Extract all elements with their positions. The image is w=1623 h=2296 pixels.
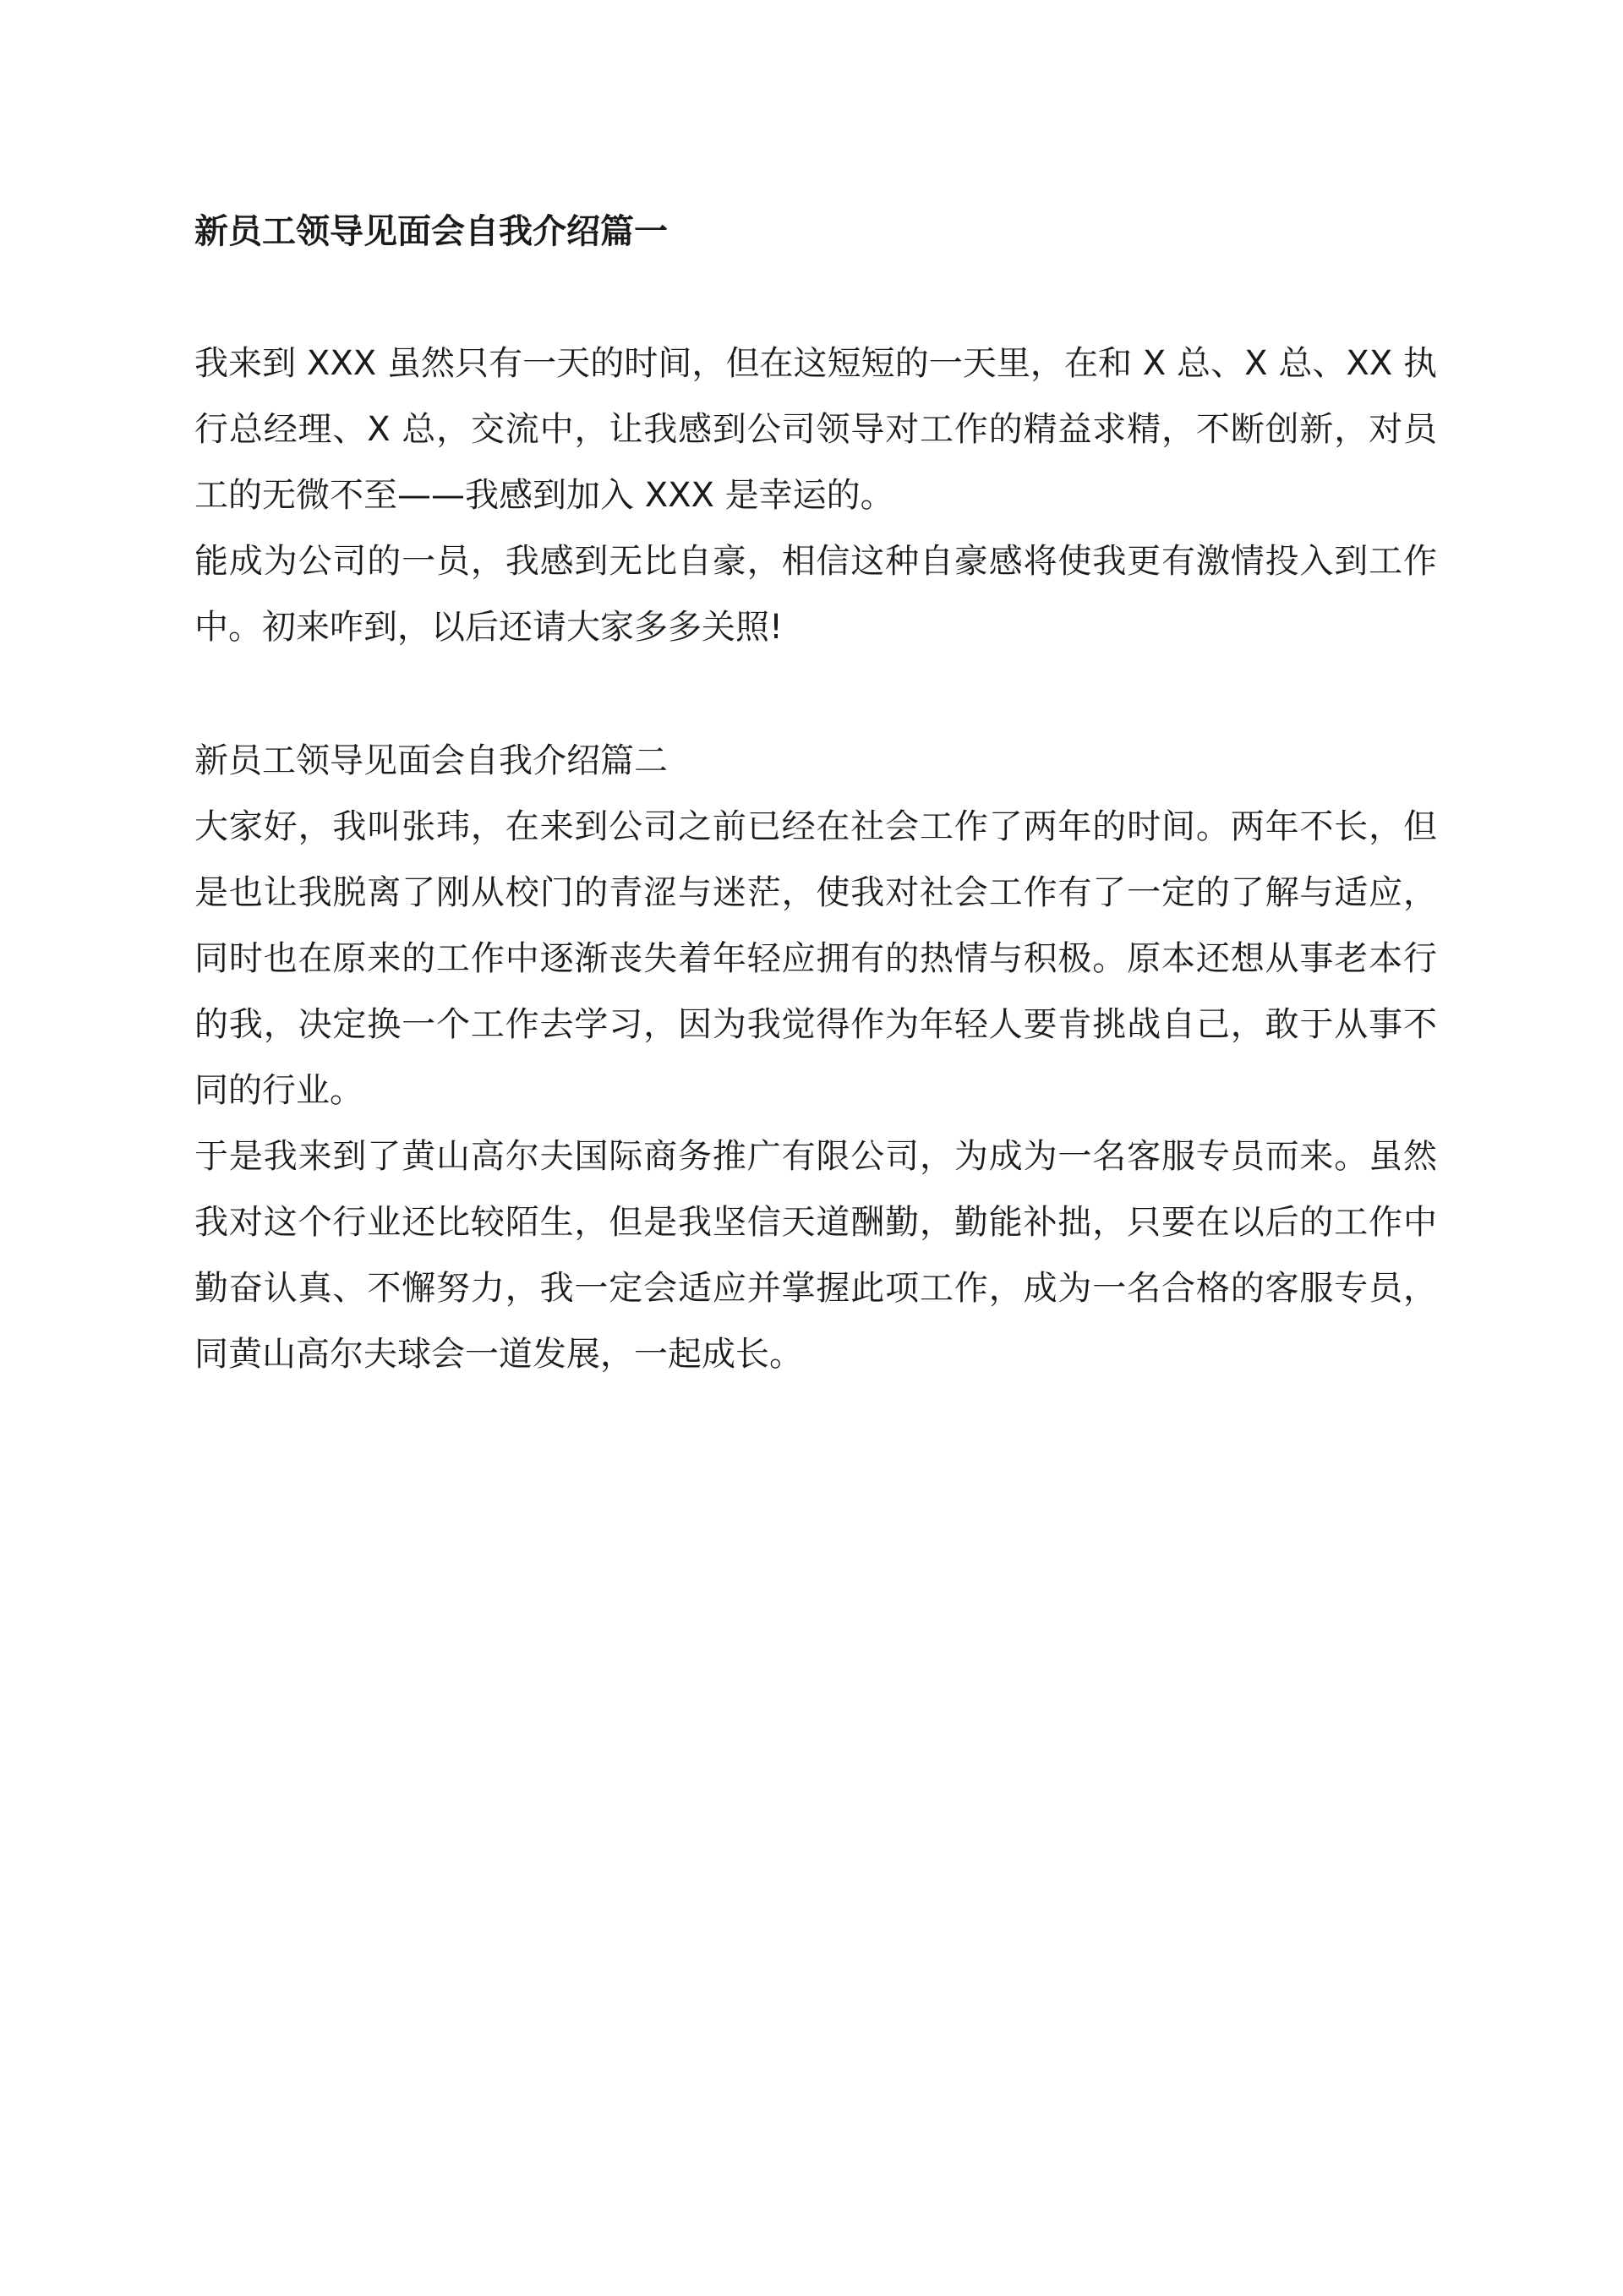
section-1-paragraph-2: 能成为公司的一员，我感到无比自豪，相信这种自豪感将使我更有激情投入到工作中。初来咋到，以后还请大家多多关照!: [194, 542, 1437, 647]
section-divider-space: [194, 660, 1437, 728]
document-content: [194, 199, 1437, 1387]
section-2-title: 新员工领导见面会自我介绍篇二: [194, 741, 668, 780]
section-1-paragraph-1: 我来到 XXX 虽然只有一天的时间，但在这短短的一天里，在和 X 总、X 总、XX 执行总经理、X 总，交流中，让我感到公司领导对工作的精益求精，不断创新，对员工的无微不至——我感到加入 XXX 是幸运的。: [194, 344, 1437, 515]
section-2-paragraph-1: 大家好，我叫张玮，在来到公司之前已经在社会工作了两年的时间。两年不长，但是也让我脱离了刚从校门的青涩与迷茫，使我对社会工作有了一定的了解与适应，同时也在原来的工作中逐渐丧失着年轻应拥有的热情与积极。原本还想从事老本行的我，决定换一个工作去学习，因为我觉得作为年轻人要肯挑战自己，敢于从事不同的行业。: [194, 807, 1437, 1110]
section-1-title: 新员工领导见面会自我介绍篇一: [194, 212, 668, 251]
section-2-paragraph-2: 于是我来到了黄山高尔夫国际商务推广有限公司，为成为一名客服专员而来。虽然我对这个行业还比较陌生，但是我坚信天道酬勤，勤能补拙，只要在以后的工作中勤奋认真、不懈努力，我一定会适应并掌握此项工作，成为一名合格的客服专员，同黄山高尔夫球会一道发展，一起成长。: [194, 1137, 1437, 1374]
